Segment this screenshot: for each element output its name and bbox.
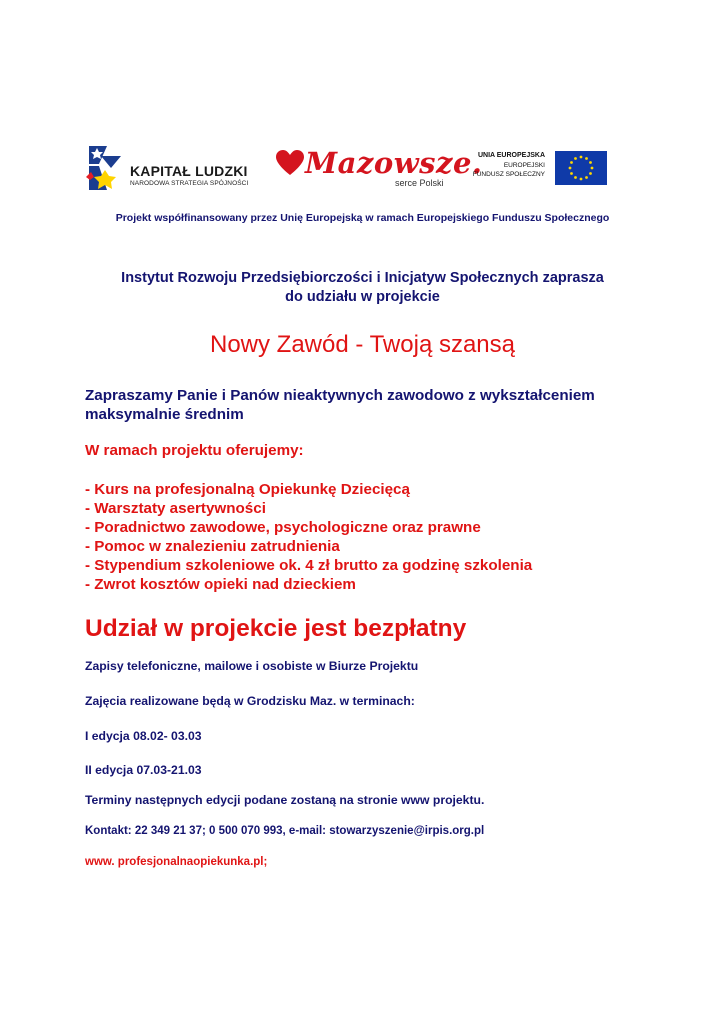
kapital-ludzki-logo	[85, 144, 265, 192]
target-audience-line-2: maksymalnie średnim	[85, 406, 244, 423]
offer-item-workshops: - Warsztaty asertywności	[85, 500, 266, 517]
mazowsze-logo	[275, 140, 483, 196]
classes-location: Zajęcia realizowane będą w Grodzisku Maz. w terminach:	[85, 694, 415, 708]
heart-icon	[275, 149, 305, 177]
website-link[interactable]: www. profesjonalnaopiekunka.pl;	[85, 856, 268, 868]
institute-invitation	[60, 269, 665, 307]
mazowsze-tagline: serce Polski	[395, 178, 444, 188]
edition-1-dates: I edycja 08.02- 03.03	[85, 729, 202, 743]
contact-info: Kontakt: 22 349 21 37; 0 500 070 993, e-mail: stowarzyszenie@irpis.org.pl	[85, 825, 485, 837]
eu-logo	[472, 148, 615, 188]
logo-strip	[85, 140, 615, 196]
target-audience	[85, 386, 665, 424]
eu-fund-label-1: EUROPEJSKI	[503, 162, 545, 169]
institute-line-2: do udziału w projekcie	[285, 289, 440, 305]
registration-info: Zapisy telefoniczne, mailowe i osobiste w Biurze Projektu	[85, 659, 419, 673]
offer-item-job-help: - Pomoc w znalezieniu zatrudnienia	[85, 538, 340, 555]
project-headline: Nowy Zawód - Twoją szansą	[209, 331, 515, 358]
kapital-ludzki-emblem-icon	[85, 144, 125, 192]
offer-item-stipend: - Stypendium szkoleniowe ok. 4 zł brutto za godzinę szkolenia	[85, 557, 533, 574]
kapital-ludzki-title: KAPITAŁ LUDZKI	[130, 163, 248, 179]
next-editions-note: Terminy następnych edycji podane zostaną na stronie www projektu.	[85, 793, 485, 807]
edition-2-dates: II edycja 07.03-21.03	[85, 763, 202, 777]
eu-union-label: UNIA EUROPEJSKA	[477, 152, 545, 159]
eu-flag-icon	[555, 151, 607, 185]
offer-item-childcare-refund: - Zwrot kosztów opieki nad dzieckiem	[85, 576, 356, 593]
eu-fund-label-2: FUNDUSZ SPOŁECZNY	[472, 171, 545, 178]
institute-line-1: Instytut Rozwoju Przedsiębiorczości i Inicjatyw Społecznych zaprasza	[121, 270, 604, 286]
cofinancing-note: Projekt współfinansowany przez Unię Europejską w ramach Europejskiego Funduszu Społecznego	[115, 212, 610, 224]
target-audience-line-1: Zapraszamy Panie i Panów nieaktywnych zawodowo z wykształceniem	[85, 387, 595, 404]
mazowsze-wordmark: Mazowsze.	[305, 146, 483, 180]
offer-item-course: - Kurs na profesjonalną Opiekunkę Dziecięcą	[85, 481, 410, 498]
offer-item-counseling: - Poradnictwo zawodowe, psychologiczne oraz prawne	[85, 519, 481, 536]
kapital-ludzki-subtitle: NARODOWA STRATEGIA SPÓJNOŚCI	[130, 180, 249, 187]
offer-heading: W ramach projektu oferujemy:	[85, 442, 304, 459]
offer-list	[85, 480, 532, 594]
free-participation-statement: Udział w projekcie jest bezpłatny	[85, 615, 467, 642]
